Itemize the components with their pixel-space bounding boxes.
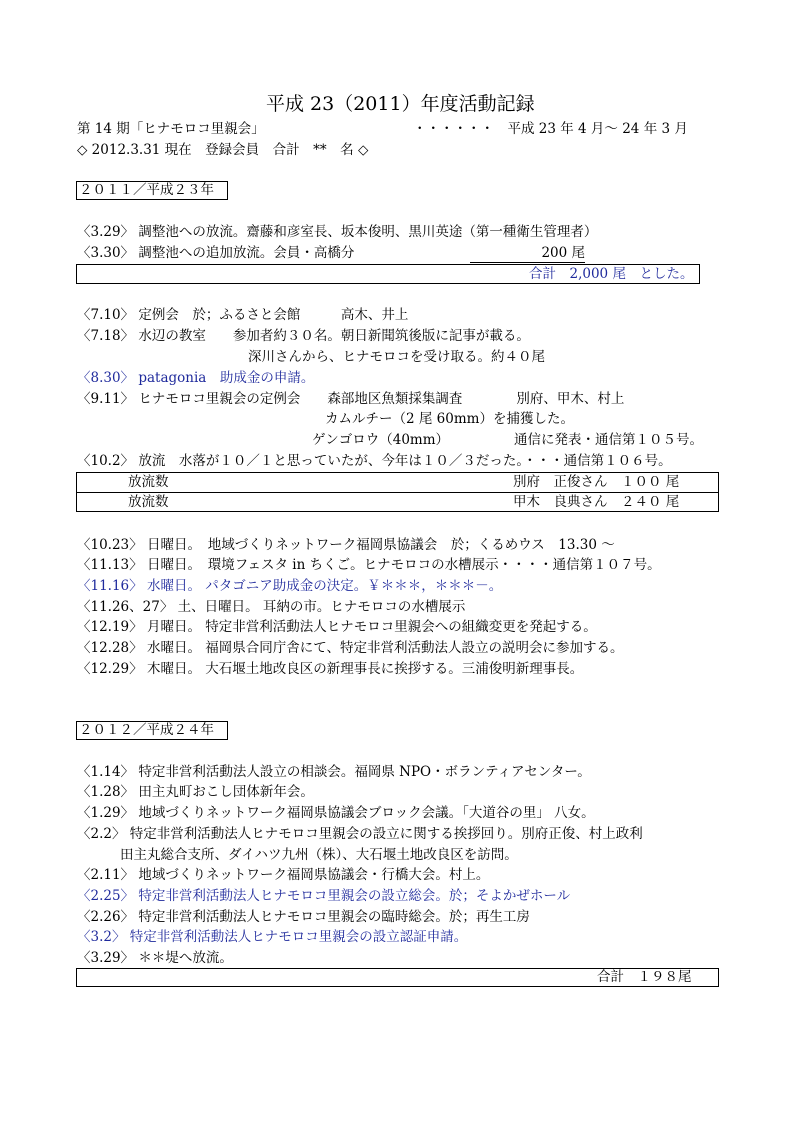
total-2012: 合計 １９８尾 (597, 969, 692, 985)
release-2-label: 放流数 (128, 494, 169, 510)
entry-8-30: 〈8.30〉 patagonia 助成金の申請。 (77, 370, 315, 386)
period-label: ・・・・・・ 平成 23 年 4 月～ 24 年 3 月 (413, 121, 688, 137)
entry-12-29: 〈12.29〉 木曜日。 大石堰土地改良区の新理事長に挨拶する。三浦俊明新理事長。 (77, 661, 584, 677)
entry-1-28: 〈1.28〉 田主丸町おこし団体新年会。 (77, 784, 314, 800)
entry-12-19: 〈12.19〉 月曜日。 特定非営利活動法人ヒナモロコ里親会への組織変更を発起する。 (77, 619, 597, 635)
entry-3-29-2012: 〈3.29〉 ＊＊堤へ放流。 (77, 950, 233, 966)
section-label-2012: ２０１２／平成２４年 (79, 722, 214, 738)
entry-2-25: 〈2.25〉 特定非営利活動法人ヒナモロコ里親会の設立総会。於；そよかぜホール (77, 888, 571, 904)
entry-10-23: 〈10.23〉 日曜日。 地域づくりネットワーク福岡県協議会 於；くるめウス 13.30 ～ (77, 537, 615, 553)
page-title: 平成 23（2011）年度活動記録 (266, 93, 535, 115)
release-1-value: 別府 正俊さん １００ 尾 (513, 474, 680, 490)
entry-7-10: 〈7.10〉 定例会 於；ふるさと会館 高木、井上 (77, 307, 409, 323)
entry-10-2: 〈10.2〉 放流 水落が１０／１と思っていたが、今年は１０／３だった。・・・通信第１０６号。 (77, 453, 672, 469)
entry-11-13: 〈11.13〉 日曜日。 環境フェスタ in ちくご。ヒナモロコの水槽展示・・・・通信第１０７号。 (77, 557, 661, 573)
total-2011: 合計 2,000 尾 とした。 (529, 266, 694, 282)
section-label-2011: ２０１１／平成２３年 (79, 182, 214, 198)
entry-2-2: 〈2.2〉 特定非営利活動法人ヒナモロコ里親会の設立に関する挨拶回り。別府正俊、村上政利 (77, 826, 643, 842)
entry-2-2-visits: 田主丸総合支所、ダイハツ九州（株）、大石堰土地改良区を訪問。 (120, 847, 518, 863)
entry-7-18-note: 深川さんから、ヒナモロコを受け取る。約４０尾 (248, 349, 545, 365)
entry-11-16: 〈11.16〉 水曜日。 パタゴニア助成金の決定。￥＊＊＊，＊＊＊－。 (77, 578, 503, 594)
entry-1-14: 〈1.14〉 特定非営利活動法人設立の相談会。福岡県 NPO・ボランティアセンター。 (77, 764, 591, 780)
entry-3-29: 〈3.29〉 調整池への放流。齋藤和彦室長、坂本俊明、黒川英途（第一種衛生管理者） (77, 224, 598, 240)
entry-9-11-catch: カムルチー（2 尾 60mm）を捕獲した。 (325, 411, 574, 427)
entry-11-26: 〈11.26、27〉 土、日曜日。 耳納の市。ヒナモロコの水槽展示 (77, 599, 466, 615)
entry-7-18: 〈7.18〉 水辺の教室 参加者約３０名。朝日新聞筑後版に記事が載る。 (77, 328, 530, 344)
entry-3-30-amount: 200 尾 (470, 244, 585, 263)
entry-3-30: 〈3.30〉 調整池への追加放流。会員・高橋分 (77, 245, 355, 261)
release-1-label: 放流数 (128, 474, 169, 490)
entry-2-11: 〈2.11〉 地域づくりネットワーク福岡県協議会・行橋大会。村上。 (77, 867, 490, 883)
entry-3-2: 〈3.2〉 特定非営利活動法人ヒナモロコ里親会の設立認証申請。 (77, 929, 468, 945)
entry-12-28: 〈12.28〉 水曜日。 福岡県合同庁舎にて、特定非営利活動法人設立の説明会に参加する。 (77, 640, 624, 656)
entry-9-11-report: 通信に発表・通信第１０５号。 (514, 432, 703, 448)
entry-9-11: 〈9.11〉 ヒナモロコ里親会の定例会 森部地区魚類採集調査 別府、甲木、村上 (77, 391, 625, 407)
member-count: ◇ 2012.3.31 現在 登録会員 合計 ** 名 ◇ (77, 142, 369, 158)
term-label: 第 14 期「ヒナモロコ里親会」 (77, 121, 265, 137)
release-2-value: 甲木 良典さん ２４０ 尾 (513, 494, 680, 510)
entry-9-11-gengorou: ゲンゴロウ（40mm） (312, 432, 450, 448)
entry-2-26: 〈2.26〉 特定非営利活動法人ヒナモロコ里親会の臨時総会。於；再生工房 (77, 909, 530, 925)
entry-1-29: 〈1.29〉 地域づくりネットワーク福岡県協議会ブロック会議。「大道谷の里」 八女。 (77, 805, 595, 821)
